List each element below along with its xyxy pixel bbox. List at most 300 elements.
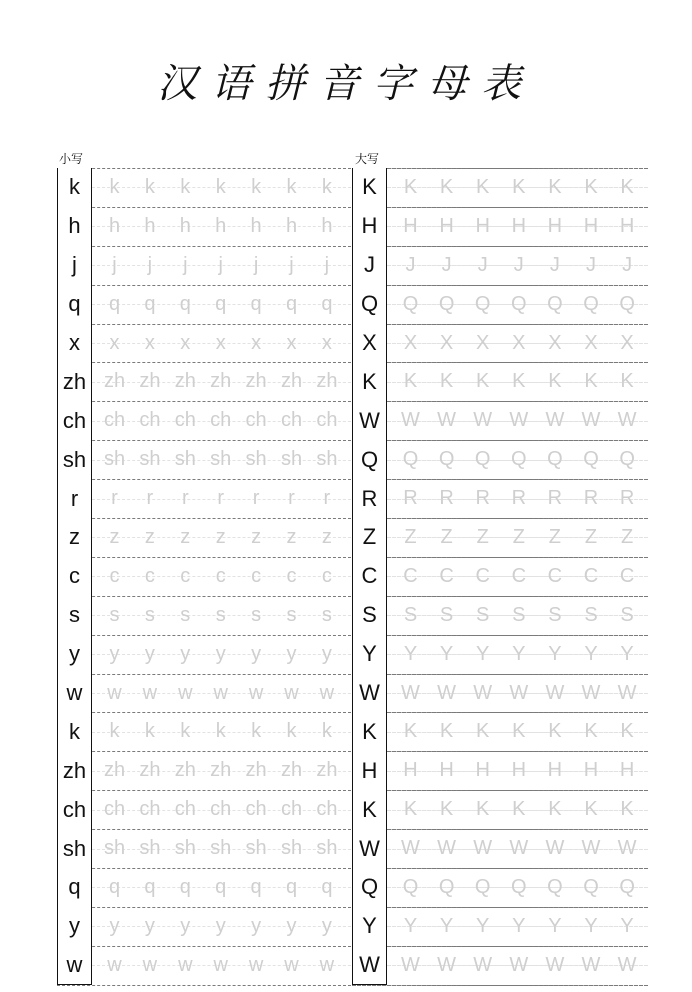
uppercase-tracing-letter: Q (583, 448, 599, 471)
lowercase-tracing-letter: sh (245, 837, 267, 860)
lowercase-letter: w (57, 946, 92, 985)
lowercase-tracing-letter: q (215, 292, 227, 315)
lowercase-tracing-letter: z (286, 525, 297, 548)
uppercase-tracing-letter: W (581, 953, 601, 976)
uppercase-tracing-letter: Q (438, 448, 455, 471)
uppercase-tracing-letter: K (403, 798, 418, 821)
lowercase-tracing-letter: q (144, 292, 156, 315)
uppercase-tracing-letter: Q (547, 448, 563, 471)
uppercase-tracing-letter: Z (620, 525, 634, 548)
lowercase-tracing-letter: x (321, 331, 332, 354)
uppercase-tracing-letter: Y (476, 914, 490, 937)
uppercase-tracing-letter: W (581, 681, 601, 704)
lowercase-tracing-letter: z (321, 525, 332, 548)
lowercase-tracing-letter: y (215, 642, 226, 665)
lowercase-tracing-letter: x (215, 331, 226, 354)
lowercase-letter: k (57, 168, 92, 207)
lowercase-tracing-letter: q (285, 292, 298, 315)
lowercase-tracing-letter: sh (280, 837, 303, 860)
lowercase-tracing-letter: c (109, 564, 120, 587)
lowercase-letter: x (57, 324, 92, 363)
uppercase-tracing-letter: J (549, 253, 560, 276)
lowercase-tracing-letter: y (215, 914, 226, 937)
lowercase-tracing-letter: c (321, 564, 332, 587)
lowercase-tracing-letter: sh (280, 448, 303, 471)
uppercase-tracing-letter: R (439, 487, 454, 510)
lowercase-tracing-letter: k (215, 720, 226, 743)
uppercase-tracing-letter: Q (547, 875, 563, 898)
uppercase-tracing-letter: W (509, 409, 529, 432)
uppercase-tracing-letter: W (473, 953, 493, 976)
uppercase-column-label: 大写 (355, 152, 380, 166)
uppercase-tracing-letter: Z (584, 525, 598, 548)
uppercase-letter: X (352, 324, 387, 363)
uppercase-tracing-letter: Y (439, 642, 454, 665)
uppercase-tracing-letter: J (513, 253, 524, 276)
lowercase-tracing-letter: zh (139, 370, 161, 393)
lowercase-tracing-letter: k (144, 720, 155, 743)
lowercase-letter: ch (57, 790, 92, 829)
lowercase-tracing-letter: z (180, 525, 191, 548)
lowercase-tracing-letter: q (321, 292, 333, 315)
lowercase-tracing-letter: zh (210, 759, 232, 782)
uppercase-tracing-letter: W (509, 837, 529, 860)
lowercase-tracing-letter: w (142, 953, 158, 976)
lowercase-tracing-letter: q (215, 875, 227, 898)
uppercase-tracing-letter: Y (620, 642, 634, 665)
uppercase-letter: Q (352, 440, 387, 479)
lowercase-tracing-letter: h (285, 214, 298, 237)
uppercase-letter: K (352, 712, 387, 751)
lowercase-tracing-letter: w (319, 681, 335, 704)
uppercase-tracing-letter: S (620, 603, 634, 626)
uppercase-tracing-letter: K (584, 720, 598, 743)
uppercase-tracing-letter: Q (619, 292, 635, 315)
lowercase-tracing-letter: r (217, 487, 225, 510)
lowercase-letter: y (57, 907, 92, 946)
uppercase-tracing-letter: Y (620, 914, 634, 937)
uppercase-tracing-letter: H (619, 759, 635, 782)
uppercase-tracing-letter: W (473, 409, 493, 432)
lowercase-tracing-letter: w (107, 953, 122, 976)
lowercase-tracing-letter: c (215, 564, 226, 587)
uppercase-tracing-letter: K (584, 798, 598, 821)
lowercase-tracing-letter: sh (316, 837, 338, 860)
uppercase-letter: K (352, 362, 387, 401)
lowercase-tracing-letter: r (323, 487, 331, 510)
uppercase-tracing-letter: Z (476, 525, 489, 548)
uppercase-tracing-letter: W (473, 837, 493, 860)
lowercase-tracing-letter: y (144, 642, 155, 665)
lowercase-tracing-letter: zh (103, 370, 126, 393)
uppercase-row (352, 829, 648, 868)
lowercase-tracing-letter: q (108, 292, 121, 315)
lowercase-tracing-letter: k (144, 175, 155, 198)
lowercase-tracing-letter: ch (316, 409, 338, 432)
uppercase-tracing-letter: J (622, 253, 633, 276)
uppercase-tracing-letter: Y (512, 642, 526, 665)
lowercase-tracing-letter: q (285, 875, 298, 898)
uppercase-tracing-letter: K (439, 370, 454, 393)
uppercase-row (352, 401, 648, 440)
lowercase-tracing-letter: s (286, 603, 297, 626)
uppercase-tracing-letter: K (548, 175, 562, 198)
uppercase-tracing-letter: Q (619, 875, 635, 898)
lowercase-tracing-letter: r (111, 487, 118, 510)
uppercase-tracing-letter: K (620, 370, 634, 393)
uppercase-tracing-letter: W (581, 409, 601, 432)
uppercase-tracing-letter: W (437, 681, 457, 704)
uppercase-tracing-letter: K (512, 798, 526, 821)
lowercase-tracing-letter: x (180, 331, 191, 354)
uppercase-tracing-letter: H (619, 214, 635, 237)
uppercase-tracing-letter: R (511, 487, 527, 510)
lowercase-tracing-letter: q (321, 875, 333, 898)
lowercase-column-label: 小写 (59, 152, 84, 166)
uppercase-tracing-letter: X (620, 331, 634, 354)
uppercase-row (352, 285, 648, 324)
uppercase-tracing-letter: C (475, 564, 490, 587)
lowercase-tracing-letter: w (178, 681, 193, 704)
uppercase-tracing-letter: Y (548, 914, 562, 937)
lowercase-tracing-letter: w (248, 681, 264, 704)
lowercase-tracing-letter: ch (139, 409, 161, 432)
lowercase-tracing-letter: k (180, 175, 191, 198)
uppercase-tracing-letter: J (441, 253, 452, 276)
uppercase-tracing-letter: J (405, 253, 416, 276)
lowercase-tracing-letter: ch (174, 798, 196, 821)
uppercase-tracing-letter: K (548, 370, 562, 393)
uppercase-tracing-letter: H (547, 214, 563, 237)
lowercase-tracing-letter: s (215, 603, 226, 626)
uppercase-tracing-letter: K (512, 175, 526, 198)
uppercase-tracing-letter: W (617, 837, 637, 860)
lowercase-tracing-letter: zh (174, 370, 196, 393)
uppercase-tracing-letter: C (547, 564, 563, 587)
uppercase-tracing-letter: Y (584, 914, 598, 937)
lowercase-letter: sh (57, 440, 92, 479)
uppercase-tracing-letter: S (439, 603, 454, 626)
uppercase-row (352, 868, 648, 907)
uppercase-tracing-letter: Z (440, 525, 453, 548)
uppercase-tracing-letter: H (583, 214, 599, 237)
lowercase-tracing-letter: w (248, 953, 264, 976)
lowercase-tracing-letter: j (289, 253, 294, 276)
uppercase-tracing-letter: W (617, 409, 637, 432)
uppercase-tracing-letter: K (512, 370, 526, 393)
grid-bottom-line (352, 985, 648, 986)
lowercase-tracing-letter: k (215, 175, 226, 198)
lowercase-tracing-letter: j (253, 253, 259, 276)
lowercase-tracing-letter: x (109, 331, 120, 354)
lowercase-tracing-letter: j (147, 253, 153, 276)
lowercase-tracing-letter: h (250, 214, 262, 237)
lowercase-tracing-letter: h (215, 214, 227, 237)
uppercase-tracing-letter: Q (402, 448, 419, 471)
uppercase-tracing-letter: X (439, 331, 454, 354)
lowercase-tracing-letter: ch (139, 798, 161, 821)
uppercase-tracing-letter: K (403, 370, 418, 393)
uppercase-tracing-letter: R (583, 487, 599, 510)
lowercase-tracing-letter: y (251, 642, 262, 665)
uppercase-tracing-letter: W (545, 681, 565, 704)
uppercase-tracing-letter: C (439, 564, 454, 587)
lowercase-letter: y (57, 635, 92, 674)
lowercase-tracing-letter: ch (316, 798, 338, 821)
uppercase-tracing-letter: S (512, 603, 526, 626)
uppercase-row (352, 674, 648, 713)
lowercase-letter: j (57, 246, 92, 285)
uppercase-row (352, 246, 648, 285)
lowercase-tracing-letter: sh (139, 448, 161, 471)
lowercase-letter: sh (57, 829, 92, 868)
lowercase-tracing-letter: k (286, 720, 297, 743)
uppercase-letter: J (352, 246, 387, 285)
lowercase-letter: q (57, 868, 92, 907)
lowercase-tracing-letter: r (181, 487, 189, 510)
uppercase-tracing-letter: Q (402, 875, 419, 898)
uppercase-letter: Q (352, 285, 387, 324)
uppercase-letter: W (352, 829, 387, 868)
uppercase-letter: Z (352, 518, 387, 557)
lowercase-tracing-letter: w (284, 953, 299, 976)
lowercase-letter: s (57, 596, 92, 635)
uppercase-tracing-letter: W (545, 837, 565, 860)
uppercase-tracing-letter: Y (403, 642, 418, 665)
lowercase-tracing-letter: ch (245, 409, 267, 432)
uppercase-tracing-letter: Q (547, 292, 563, 315)
lowercase-tracing-letter: z (251, 525, 262, 548)
uppercase-tracing-letter: Q (438, 875, 455, 898)
lowercase-tracing-letter: sh (103, 448, 126, 471)
uppercase-tracing-letter: C (583, 564, 599, 587)
lowercase-tracing-letter: zh (316, 759, 338, 782)
lowercase-tracing-letter: zh (280, 759, 303, 782)
uppercase-tracing-letter: K (620, 175, 634, 198)
uppercase-letter: W (352, 946, 387, 985)
uppercase-tracing-letter: Q (619, 448, 635, 471)
page-title: 汉语拼音字母表 (157, 61, 535, 107)
uppercase-tracing-letter: R (475, 487, 490, 510)
uppercase-row (352, 635, 648, 674)
uppercase-tracing-letter: K (439, 798, 454, 821)
lowercase-letter: k (57, 712, 92, 751)
uppercase-letter: R (352, 479, 387, 518)
lowercase-tracing-letter: ch (103, 409, 126, 432)
uppercase-tracing-letter: S (403, 603, 418, 626)
uppercase-tracing-letter: W (545, 409, 565, 432)
lowercase-tracing-letter: zh (245, 759, 267, 782)
lowercase-tracing-letter: w (178, 953, 193, 976)
lowercase-letter: w (57, 674, 92, 713)
lowercase-tracing-letter: y (180, 914, 191, 937)
lowercase-letter: h (57, 207, 92, 246)
uppercase-letter: S (352, 596, 387, 635)
uppercase-tracing-letter: K (476, 175, 490, 198)
uppercase-tracing-letter: W (473, 681, 493, 704)
uppercase-tracing-letter: W (437, 409, 457, 432)
lowercase-tracing-letter: zh (316, 370, 338, 393)
lowercase-tracing-letter: k (321, 175, 332, 198)
lowercase-tracing-letter: w (213, 953, 228, 976)
lowercase-tracing-letter: s (251, 603, 262, 626)
uppercase-row (352, 168, 648, 207)
uppercase-tracing-letter: H (583, 759, 599, 782)
lowercase-tracing-letter: q (179, 292, 191, 315)
lowercase-letter: r (57, 479, 92, 518)
uppercase-tracing-letter: X (403, 331, 418, 354)
lowercase-tracing-letter: y (144, 914, 155, 937)
uppercase-tracing-letter: W (545, 953, 565, 976)
lowercase-tracing-letter: y (321, 642, 332, 665)
uppercase-row (352, 751, 648, 790)
lowercase-tracing-letter: c (251, 564, 262, 587)
uppercase-tracing-letter: H (511, 759, 527, 782)
lowercase-tracing-letter: ch (210, 798, 232, 821)
uppercase-letter: C (352, 557, 387, 596)
lowercase-tracing-letter: r (252, 487, 260, 510)
lowercase-tracing-letter: w (319, 953, 335, 976)
uppercase-tracing-letter: Q (583, 875, 599, 898)
uppercase-letter: W (352, 674, 387, 713)
uppercase-row (352, 946, 648, 985)
lowercase-tracing-letter: sh (174, 837, 196, 860)
uppercase-tracing-letter: Z (512, 525, 525, 548)
uppercase-tracing-letter: H (475, 214, 490, 237)
lowercase-tracing-letter: sh (245, 448, 267, 471)
lowercase-tracing-letter: h (179, 214, 191, 237)
uppercase-letter: K (352, 790, 387, 829)
uppercase-tracing-letter: K (439, 720, 454, 743)
lowercase-tracing-letter: r (288, 487, 295, 510)
lowercase-tracing-letter: zh (245, 370, 267, 393)
lowercase-tracing-letter: s (321, 603, 332, 626)
lowercase-letter: zh (57, 751, 92, 790)
uppercase-tracing-letter: K (476, 720, 490, 743)
uppercase-tracing-letter: Y (584, 642, 598, 665)
uppercase-tracing-letter: X (476, 331, 490, 354)
uppercase-tracing-letter: R (547, 487, 563, 510)
uppercase-tracing-letter: X (584, 331, 598, 354)
lowercase-tracing-letter: x (286, 331, 297, 354)
uppercase-tracing-letter: K (439, 175, 454, 198)
uppercase-tracing-letter: C (619, 564, 635, 587)
uppercase-tracing-letter: J (477, 253, 488, 276)
uppercase-tracing-letter: Q (583, 292, 599, 315)
lowercase-tracing-letter: sh (174, 448, 196, 471)
lowercase-tracing-letter: c (286, 564, 297, 587)
uppercase-letter: W (352, 401, 387, 440)
uppercase-letter: K (352, 168, 387, 207)
uppercase-tracing-letter: H (475, 759, 490, 782)
uppercase-tracing-letter: Q (511, 448, 527, 471)
lowercase-tracing-letter: w (284, 681, 299, 704)
lowercase-tracing-letter: j (112, 253, 117, 276)
uppercase-tracing-letter: Q (474, 875, 491, 898)
lowercase-tracing-letter: sh (210, 448, 232, 471)
uppercase-tracing-letter: Y (512, 914, 526, 937)
uppercase-row (352, 479, 648, 518)
uppercase-row (352, 207, 648, 246)
uppercase-tracing-letter: K (476, 798, 490, 821)
uppercase-tracing-letter: Q (474, 448, 491, 471)
uppercase-tracing-letter: H (403, 214, 418, 237)
lowercase-tracing-letter: q (108, 875, 121, 898)
uppercase-tracing-letter: W (509, 681, 529, 704)
uppercase-tracing-letter: W (617, 681, 637, 704)
lowercase-tracing-letter: zh (210, 370, 232, 393)
lowercase-tracing-letter: z (215, 525, 226, 548)
lowercase-letter: q (57, 285, 92, 324)
uppercase-tracing-letter: Y (439, 914, 454, 937)
uppercase-tracing-letter: K (584, 370, 598, 393)
lowercase-tracing-letter: k (251, 175, 262, 198)
lowercase-tracing-letter: w (107, 681, 122, 704)
uppercase-tracing-letter: Q (511, 292, 527, 315)
lowercase-tracing-letter: q (179, 875, 191, 898)
uppercase-tracing-letter: J (586, 253, 596, 276)
uppercase-tracing-letter: Y (403, 914, 418, 937)
uppercase-tracing-letter: Z (548, 525, 561, 548)
uppercase-tracing-letter: K (620, 798, 634, 821)
uppercase-tracing-letter: K (403, 175, 418, 198)
uppercase-tracing-letter: W (437, 953, 457, 976)
uppercase-tracing-letter: S (476, 603, 490, 626)
uppercase-letter: H (352, 207, 387, 246)
uppercase-letter: H (352, 751, 387, 790)
uppercase-tracing-letter: Q (402, 292, 419, 315)
lowercase-tracing-letter: k (180, 720, 191, 743)
lowercase-tracing-letter: z (144, 525, 155, 548)
uppercase-row (352, 324, 648, 363)
lowercase-letter: z (57, 518, 92, 557)
lowercase-tracing-letter: q (144, 875, 156, 898)
lowercase-tracing-letter: k (286, 175, 297, 198)
lowercase-tracing-letter: sh (210, 837, 232, 860)
uppercase-row (352, 790, 648, 829)
lowercase-tracing-letter: c (144, 564, 155, 587)
lowercase-tracing-letter: k (109, 720, 120, 743)
lowercase-tracing-letter: ch (245, 798, 267, 821)
uppercase-tracing-letter: W (509, 953, 529, 976)
uppercase-letter: Q (352, 868, 387, 907)
lowercase-tracing-letter: k (109, 175, 120, 198)
lowercase-letter: ch (57, 401, 92, 440)
lowercase-tracing-letter: sh (103, 837, 126, 860)
lowercase-letter: c (57, 557, 92, 596)
lowercase-tracing-letter: ch (280, 409, 303, 432)
uppercase-tracing-letter: W (401, 837, 420, 860)
lowercase-tracing-letter: j (183, 253, 188, 276)
uppercase-tracing-letter: K (512, 720, 526, 743)
lowercase-tracing-letter: y (251, 914, 262, 937)
lowercase-tracing-letter: h (144, 214, 156, 237)
uppercase-tracing-letter: Y (476, 642, 490, 665)
uppercase-tracing-letter: W (437, 837, 457, 860)
uppercase-tracing-letter: Z (404, 525, 417, 548)
lowercase-tracing-letter: c (180, 564, 191, 587)
uppercase-tracing-letter: K (584, 175, 598, 198)
lowercase-tracing-letter: ch (174, 409, 196, 432)
lowercase-tracing-letter: q (250, 875, 262, 898)
uppercase-tracing-letter: W (581, 837, 601, 860)
lowercase-tracing-letter: s (109, 603, 120, 626)
uppercase-row (352, 907, 648, 946)
uppercase-tracing-letter: Y (548, 642, 562, 665)
uppercase-practice-grid (352, 168, 648, 985)
lowercase-tracing-letter: s (144, 603, 155, 626)
uppercase-tracing-letter: K (403, 720, 418, 743)
